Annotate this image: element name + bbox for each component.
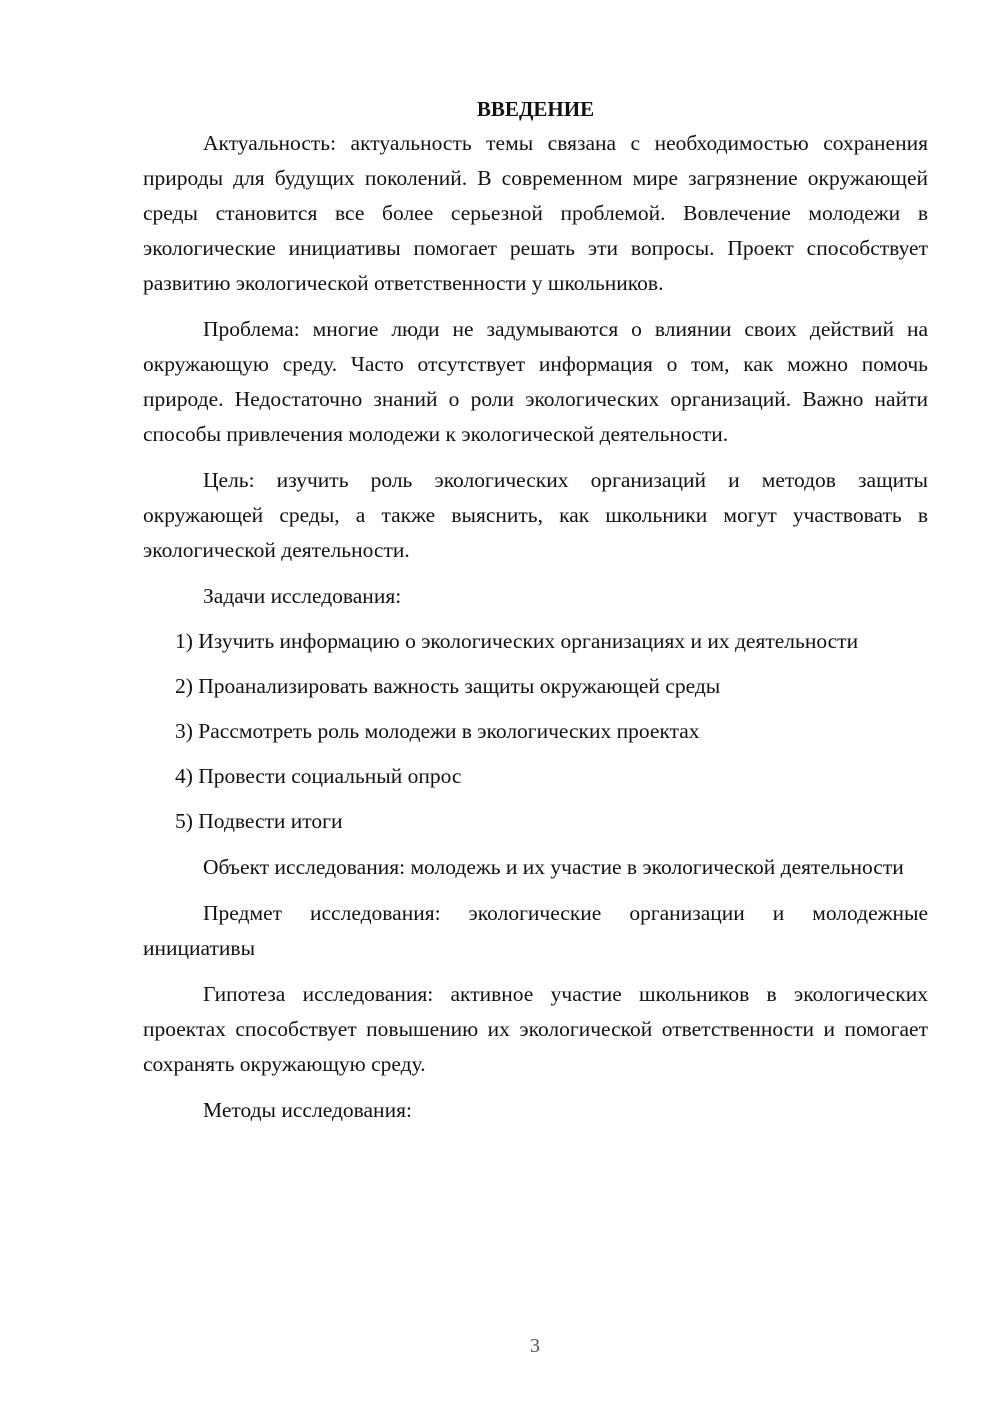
problem-paragraph: Проблема: многие люди не задумываются о влиянии своих действий на окружающую среду. Часто отсутствует информация о том, как можно помочь природе. Недостаточно знаний о роли экологических организаций. Важно найти способы привлечения молодежи к экологической деятельности. — [143, 317, 928, 446]
task-item-5: 5) Подвести итоги — [175, 809, 343, 833]
task-item-2: 2) Проанализировать важность защиты окружающей среды — [175, 674, 721, 698]
page-title: ВВЕДЕНИЕ — [476, 97, 595, 121]
page-number: 3 — [530, 1335, 540, 1357]
tasks-heading: Задачи исследования: — [203, 584, 402, 608]
relevance-paragraph: Актуальность: актуальность темы связана с необходимостью сохранения природы для будущих поколений. В современном мире загрязнение окружающей среды становится все более серьезной проблемой. Вовлечение молодежи в экологические инициативы помогает решать эти вопросы. Проект способствует развитию экологической ответственности у школьников. — [143, 131, 928, 295]
document-page — [143, 92, 928, 1128]
task-item-3: 3) Рассмотреть роль молодежи в экологических проектах — [175, 719, 700, 743]
hypothesis-paragraph: Гипотеза исследования: активное участие школьников в экологических проектах способствует повышению их экологической ответственности и помогает сохранять окружающую среду. — [143, 982, 928, 1076]
object-paragraph: Объект исследования: молодежь и их участие в экологической деятельности — [203, 855, 904, 879]
goal-paragraph: Цель: изучить роль экологических организаций и методов защиты окружающей среды, а также выяснить, как школьники могут участвовать в экологической деятельности. — [143, 468, 928, 562]
task-item-1: 1) Изучить информацию о экологических организациях и их деятельности — [175, 629, 859, 653]
task-item-4: 4) Провести социальный опрос — [175, 764, 462, 788]
subject-paragraph: Предмет исследования: экологические организации и молодежные инициативы — [143, 901, 928, 960]
methods-heading: Методы исследования: — [203, 1098, 412, 1122]
